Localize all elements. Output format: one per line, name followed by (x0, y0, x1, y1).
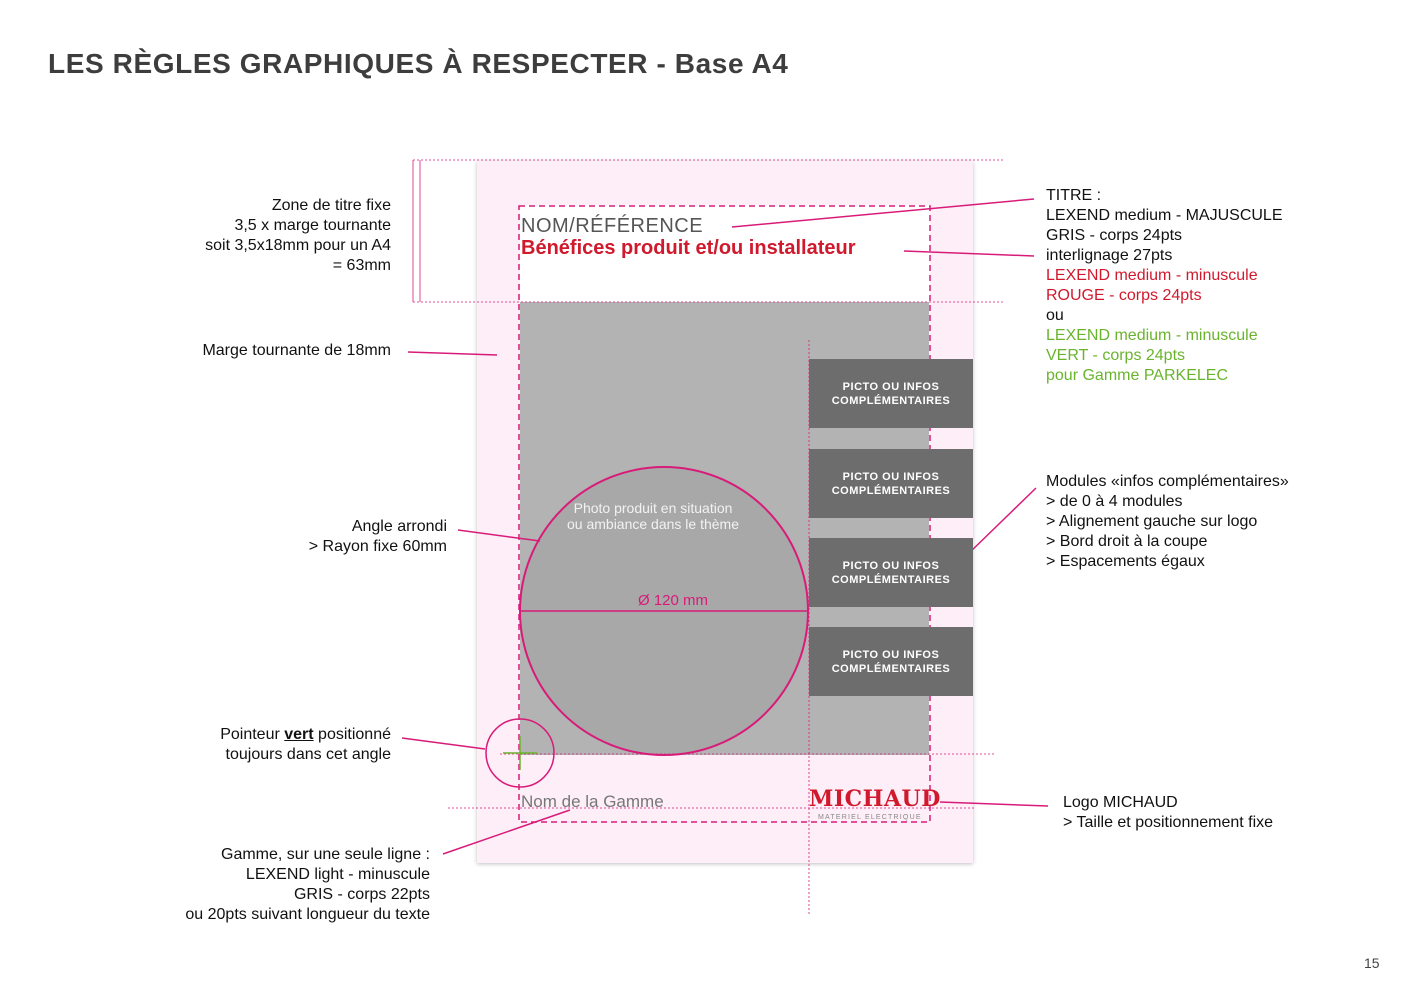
logo-leader (940, 802, 1048, 806)
note-line: Logo MICHAUD (1063, 794, 1178, 811)
note-line: Modules «infos complémentaires» (1046, 473, 1289, 490)
angle-leader (458, 530, 540, 541)
modules-note (1046, 472, 1289, 572)
module-line: COMPLÉMENTAIRES (831, 394, 951, 407)
page-title: LES RÈGLES GRAPHIQUES À RESPECTER - Base A4 (48, 48, 789, 79)
note-line: LEXEND light - minuscule (245, 866, 430, 883)
benefits-text: Bénéfices produit et/ou installateur (521, 237, 856, 259)
note-line: ou 20pts suivant longueur du texte (185, 906, 430, 923)
note-line (220, 725, 391, 745)
note-line: > Bord droit à la coupe (1046, 533, 1208, 550)
pointer-bold-text: vert (284, 726, 314, 743)
note-line: 3,5 x marge tournante (234, 217, 391, 234)
pointer-text: Pointeur (220, 726, 285, 743)
note-line: > Espacements égaux (1046, 553, 1205, 570)
note-line-red: LEXEND medium - minuscule (1046, 267, 1258, 284)
note-line: TITRE : (1046, 187, 1102, 204)
photo-caption (548, 500, 758, 532)
pointer-note (220, 725, 391, 765)
modules-leader (966, 488, 1036, 556)
pointer-text: positionné (313, 726, 391, 743)
note-line: toujours dans cet angle (225, 746, 391, 763)
info-module-2 (809, 449, 973, 518)
note-line-green: pour Gamme PARKELEC (1046, 367, 1228, 384)
module-line: PICTO OU INFOS (842, 470, 940, 483)
gamme-leader (443, 810, 570, 854)
note-line: GRIS - corps 24pts (1046, 227, 1183, 244)
titre-note (1046, 186, 1283, 386)
module-line: COMPLÉMENTAIRES (831, 662, 951, 675)
note-line: soit 3,5x18mm pour un A4 (205, 237, 391, 254)
gamme-name-text: Nom de la Gamme (521, 792, 664, 811)
note-line-green: LEXEND medium - minuscule (1046, 327, 1258, 344)
info-module-4 (809, 627, 973, 696)
note-line: Angle arrondi (351, 518, 447, 535)
info-module-3 (809, 538, 973, 607)
margin-leader (408, 352, 497, 355)
note-line: > Rayon fixe 60mm (308, 538, 447, 555)
note-line-red: ROUGE - corps 24pts (1046, 287, 1202, 304)
photo-caption-line-2: ou ambiance dans le thème (567, 516, 739, 532)
rounded-angle-note (309, 517, 447, 557)
margin-note: Marge tournante de 18mm (202, 342, 391, 359)
michaud-logo: MICHAUD (809, 786, 941, 812)
note-line: interlignage 27pts (1046, 247, 1173, 264)
note-line: LEXEND medium - MAJUSCULE (1046, 207, 1283, 224)
name-reference-text: NOM/RÉFÉRENCE (521, 215, 704, 237)
note-line: ou (1046, 307, 1064, 324)
module-line: PICTO OU INFOS (842, 380, 940, 393)
note-line: > Taille et positionnement fixe (1063, 814, 1274, 831)
module-line: PICTO OU INFOS (842, 648, 940, 661)
note-line: > Alignement gauche sur logo (1046, 513, 1258, 530)
note-line-green: VERT - corps 24pts (1046, 347, 1186, 364)
module-line: COMPLÉMENTAIRES (831, 484, 951, 497)
logo-note (1063, 793, 1273, 833)
page-number: 15 (1364, 955, 1380, 971)
titre-leader (732, 199, 1034, 227)
module-line: PICTO OU INFOS (842, 559, 940, 572)
note-line: = 63mm (332, 257, 391, 274)
note-line: Zone de titre fixe (271, 197, 391, 214)
gamme-note (185, 845, 430, 925)
note-line: > de 0 à 4 modules (1046, 493, 1183, 510)
module-line: COMPLÉMENTAIRES (831, 573, 951, 586)
info-module-1 (809, 359, 973, 428)
title-zone-note (205, 196, 391, 276)
diameter-label: Ø 120 mm (638, 592, 709, 609)
pointer-leader (402, 738, 485, 749)
michaud-logo-subtitle: MATERIEL ELECTRIQUE (818, 814, 922, 821)
note-line: GRIS - corps 22pts (293, 886, 430, 903)
photo-caption-line-1: Photo produit en situation (573, 500, 733, 516)
benefits-leader (904, 251, 1034, 256)
note-line: Gamme, sur une seule ligne : (221, 846, 430, 863)
